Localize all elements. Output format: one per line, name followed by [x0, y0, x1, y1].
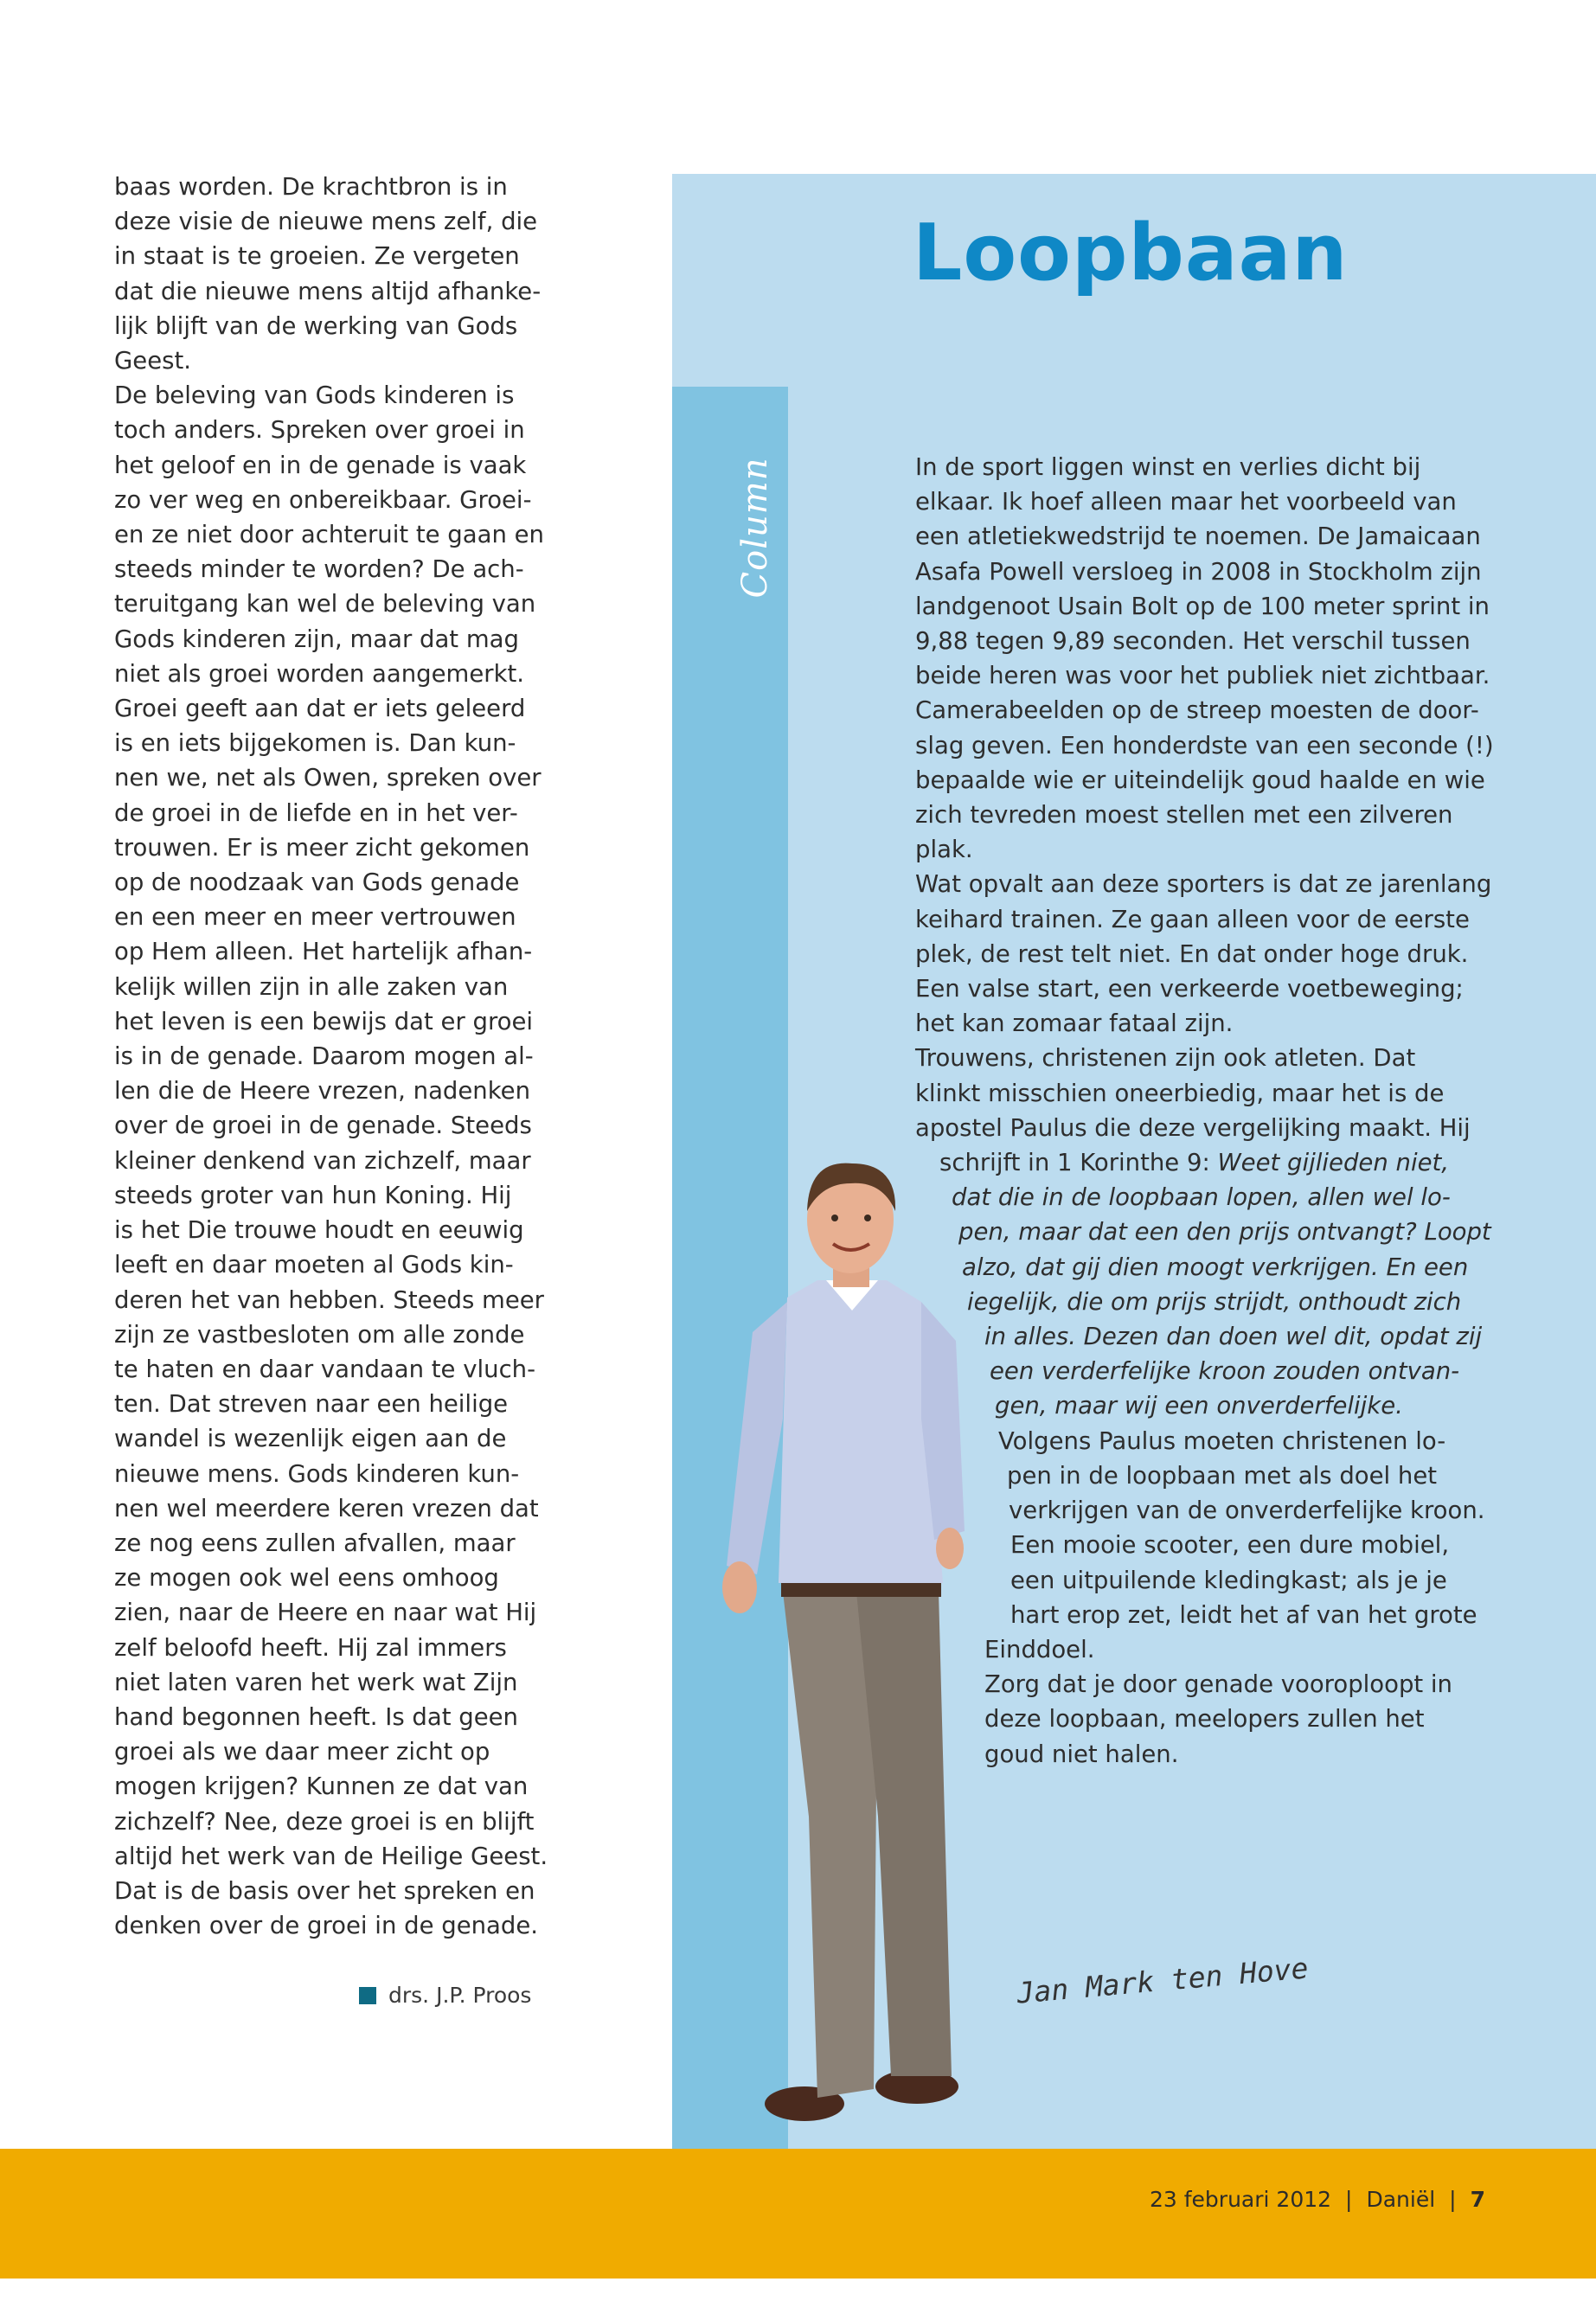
- text-line: Dat is de basis over het spreken en: [114, 1876, 535, 1905]
- text-line: nieuwe mens. Gods kinderen kun-: [114, 1459, 520, 1488]
- text-line: [915, 867, 1521, 901]
- text-line: zelf beloofd heeft. Hij zal immers: [114, 1633, 507, 1662]
- text-line: [915, 1388, 1521, 1423]
- text-line: leeft en daar moeten al Gods kin-: [114, 1251, 514, 1279]
- text-line-content: pen in de loopbaan met als doel het: [1007, 1461, 1438, 1490]
- text-line: [915, 693, 1521, 727]
- text-line: zo ver weg en onbereikbaar. Groei-: [114, 485, 532, 514]
- text-line: deze visie de nieuwe mens zelf, die: [114, 208, 538, 236]
- text-line: is in de genade. Daarom mogen al-: [114, 1042, 534, 1071]
- text-line: [915, 1285, 1521, 1319]
- text-line: [915, 658, 1521, 693]
- column-label: Column: [735, 457, 775, 599]
- text-line: te haten en daar vandaan te vluch-: [114, 1355, 536, 1383]
- text-line: [915, 519, 1521, 554]
- text-line-content: elkaar. Ik hoef alleen maar het voorbeeld van: [915, 488, 1457, 516]
- text-line: [915, 1145, 1521, 1180]
- text-line: [915, 1563, 1521, 1598]
- text-line-content: alzo, dat gij dien moogt verkrijgen. En een: [962, 1253, 1469, 1281]
- text-line: Groei geeft aan dat er iets geleerd: [114, 695, 526, 723]
- text-line-content: Zorg dat je door genade vooroploopt in: [984, 1670, 1452, 1699]
- text-line: zijn ze vastbesloten om alle zonde: [114, 1320, 525, 1349]
- text-line: niet laten varen het werk wat Zijn: [114, 1668, 518, 1696]
- left-article-column: [114, 170, 564, 1943]
- text-line: niet als groei worden aangemerkt.: [114, 659, 525, 688]
- text-line-content: plak.: [915, 836, 973, 864]
- text-line: denken over de groei in de genade.: [114, 1912, 539, 1940]
- text-line-content: bepaalde wie er uiteindelijk goud haalde en wie: [915, 766, 1485, 794]
- text-line: [915, 624, 1521, 658]
- text-line: wandel is wezenlijk eigen aan de: [114, 1425, 507, 1453]
- text-line: [915, 971, 1521, 1006]
- text-line: deren het van hebben. Steeds meer: [114, 1285, 544, 1314]
- text-line: mogen krijgen? Kunnen ze dat van: [114, 1772, 529, 1801]
- text-line: [915, 1737, 1521, 1772]
- text-line-content: slag geven. Een honderdste van een seconde (!): [915, 731, 1494, 760]
- text-line: baas worden. De krachtbron is in: [114, 173, 508, 201]
- text-line: toch anders. Spreken over groei in: [114, 416, 525, 445]
- text-line: [915, 1354, 1521, 1388]
- text-line-content: zich tevreden moest stellen met een zilveren: [915, 801, 1453, 830]
- text-line: is het Die trouwe houdt en eeuwig: [114, 1216, 524, 1245]
- text-line: teruitgang kan wel de beleving van: [114, 590, 536, 619]
- text-line: [915, 1250, 1521, 1285]
- text-line: ten. Dat streven naar een heilige: [114, 1390, 509, 1419]
- text-line-content: schrijft in 1 Korinthe 9:: [939, 1149, 1218, 1177]
- text-line: groei als we daar meer zicht op: [114, 1738, 490, 1766]
- text-line: over de groei in de genade. Steeds: [114, 1112, 532, 1140]
- text-line-content: deze loopbaan, meelopers zullen het: [984, 1705, 1425, 1734]
- footer-separator: |: [1345, 2187, 1353, 2212]
- text-line-content: pen, maar dat een den prijs ontvangt? Loopt: [958, 1218, 1491, 1247]
- text-line: [915, 902, 1521, 937]
- text-line: hand begonnen heeft. Is dat geen: [114, 1702, 518, 1731]
- text-line: [915, 728, 1521, 763]
- text-line: Geest.: [114, 347, 191, 375]
- text-line: [915, 1667, 1521, 1702]
- text-line-content: In de sport liggen winst en verlies dicht bij: [915, 453, 1421, 481]
- text-line-content: iegelijk, die om prijs strijdt, onthoudt zich: [967, 1287, 1462, 1316]
- text-line: [915, 1180, 1521, 1215]
- text-line: op Hem alleen. Het hartelijk afhan-: [114, 938, 533, 966]
- page-footer: [1150, 2187, 1485, 2212]
- text-line-content: Wat opvalt aan deze sporters is dat ze jarenlang: [915, 870, 1492, 899]
- text-line-content: Een valse start, een verkeerde voetbeweging;: [915, 975, 1464, 1003]
- text-line-content: goud niet halen.: [984, 1740, 1179, 1768]
- footer-separator: |: [1449, 2187, 1457, 2212]
- text-line-content: verkrijgen van de onverderfelijke kroon.: [1009, 1497, 1485, 1525]
- text-line: steeds groter van hun Koning. Hij: [114, 1181, 512, 1209]
- text-line: en ze niet door achteruit te gaan en: [114, 521, 544, 549]
- text-line: [915, 1458, 1521, 1493]
- text-line: [915, 1528, 1521, 1562]
- text-line: De beleving van Gods kinderen is: [114, 381, 515, 410]
- column-article-text: [915, 450, 1521, 1772]
- text-line-content: landgenoot Usain Bolt op de 100 meter sprint in: [915, 592, 1490, 620]
- magazine-name: Daniël: [1366, 2187, 1436, 2212]
- text-line-content: Asafa Powell versloeg in 2008 in Stockholm zijn: [915, 557, 1482, 586]
- issue-date: 23 februari 2012: [1149, 2187, 1332, 2212]
- text-line-content: een uitpuilende kledingkast; als je je: [1010, 1566, 1447, 1594]
- text-line-content: Trouwens, christenen zijn ook atleten. Dat: [915, 1044, 1416, 1073]
- text-line: de groei in de liefde en in het ver-: [114, 798, 518, 827]
- text-line: [915, 1598, 1521, 1632]
- text-line: [915, 554, 1521, 589]
- text-line: zien, naar de Heere en naar wat Hij: [114, 1599, 537, 1627]
- text-line: trouwen. Er is meer zicht gekomen: [114, 833, 530, 862]
- text-line: nen wel meerdere keren vrezen dat: [114, 1494, 539, 1522]
- text-line: [915, 1006, 1521, 1041]
- text-line: [915, 1076, 1521, 1111]
- text-line: zichzelf? Nee, deze groei is en blijft: [114, 1807, 535, 1836]
- text-line: [915, 1493, 1521, 1528]
- text-line-content: Volgens Paulus moeten christenen lo-: [998, 1426, 1446, 1455]
- page-title: Loopbaan: [913, 208, 1349, 298]
- text-line-content: Camerabeelden op de streep moesten de door-: [915, 696, 1479, 725]
- bullet-square-icon: [359, 1987, 376, 2004]
- footer-band: [0, 2149, 1596, 2279]
- text-line: het leven is een bewijs dat er groei: [114, 1007, 534, 1035]
- text-line-content: dat die in de loopbaan lopen, allen wel lo-: [952, 1183, 1451, 1212]
- text-line-content: in alles. Dezen dan doen wel dit, opdat zij: [984, 1323, 1483, 1351]
- text-line: kelijk willen zijn in alle zaken van: [114, 972, 509, 1001]
- text-line-content: 9,88 tegen 9,89 seconden. Het verschil tussen: [915, 627, 1471, 656]
- text-line-content: een verderfelijke kroon zouden ontvan-: [990, 1357, 1460, 1386]
- text-line: kleiner denkend van zichzelf, maar: [114, 1146, 531, 1175]
- text-line: [915, 1215, 1521, 1249]
- text-line: [915, 450, 1521, 484]
- text-line: [915, 832, 1521, 867]
- text-line: is en iets bijgekomen is. Dan kun-: [114, 729, 516, 758]
- text-line: [915, 1041, 1521, 1075]
- text-line: len die de Heere vrezen, nadenken: [114, 1077, 531, 1106]
- text-line: dat die nieuwe mens altijd afhanke-: [114, 277, 542, 305]
- text-line: [915, 763, 1521, 798]
- text-line: steeds minder te worden? De ach-: [114, 555, 524, 584]
- text-line: op de noodzaak van Gods genade: [114, 868, 520, 897]
- text-line-content: beide heren was voor het publiek niet zichtbaar.: [915, 662, 1490, 690]
- text-line-content: Einddoel.: [984, 1635, 1095, 1663]
- author-signature: Jan Mark ten Hove: [1015, 1951, 1310, 2010]
- text-line: Gods kinderen zijn, maar dat mag: [114, 625, 519, 653]
- text-line: [915, 1111, 1521, 1145]
- author-byline: [359, 1983, 531, 2008]
- text-line-content: plek, de rest telt niet. En dat onder hoge druk.: [915, 939, 1469, 968]
- text-line: [915, 484, 1521, 519]
- text-line: [915, 1319, 1521, 1354]
- text-line-content: een atletiekwedstrijd te noemen. De Jamaicaan: [915, 522, 1481, 551]
- text-line: [915, 589, 1521, 624]
- text-line: lijk blijft van de werking van Gods: [114, 311, 518, 340]
- text-line-content: Een mooie scooter, een dure mobiel,: [1010, 1531, 1450, 1560]
- text-line: nen we, net als Owen, spreken over: [114, 764, 542, 792]
- text-line: altijd het werk van de Heilige Geest.: [114, 1842, 548, 1870]
- text-line: [915, 1702, 1521, 1736]
- author-name: drs. J.P. Proos: [388, 1983, 532, 2008]
- text-line-content: het kan zomaar fataal zijn.: [915, 1009, 1234, 1038]
- text-line: [915, 798, 1521, 832]
- text-line-content: klinkt misschien oneerbiedig, maar het is de: [915, 1079, 1445, 1107]
- page-number: 7: [1470, 2187, 1485, 2212]
- text-line: [915, 1632, 1521, 1667]
- text-line: [915, 937, 1521, 971]
- text-line: het geloof en in de genade is vaak: [114, 451, 527, 479]
- text-line-content: hart erop zet, leidt het af van het grote: [1010, 1600, 1477, 1629]
- text-line-content: gen, maar wij een onverderfelijke.: [995, 1392, 1403, 1420]
- text-line-content: keihard trainen. Ze gaan alleen voor de eerste: [915, 905, 1470, 933]
- text-line: en een meer en meer vertrouwen: [114, 903, 516, 932]
- text-line: ze nog eens zullen afvallen, maar: [114, 1529, 516, 1557]
- quote-start: Weet gijlieden niet,: [1217, 1149, 1450, 1177]
- text-line-content: apostel Paulus die deze vergelijking maakt. Hij: [915, 1113, 1471, 1142]
- text-line: ze mogen ook wel eens omhoog: [114, 1564, 499, 1593]
- text-line: in staat is te groeien. Ze vergeten: [114, 242, 520, 271]
- text-line: [915, 1424, 1521, 1458]
